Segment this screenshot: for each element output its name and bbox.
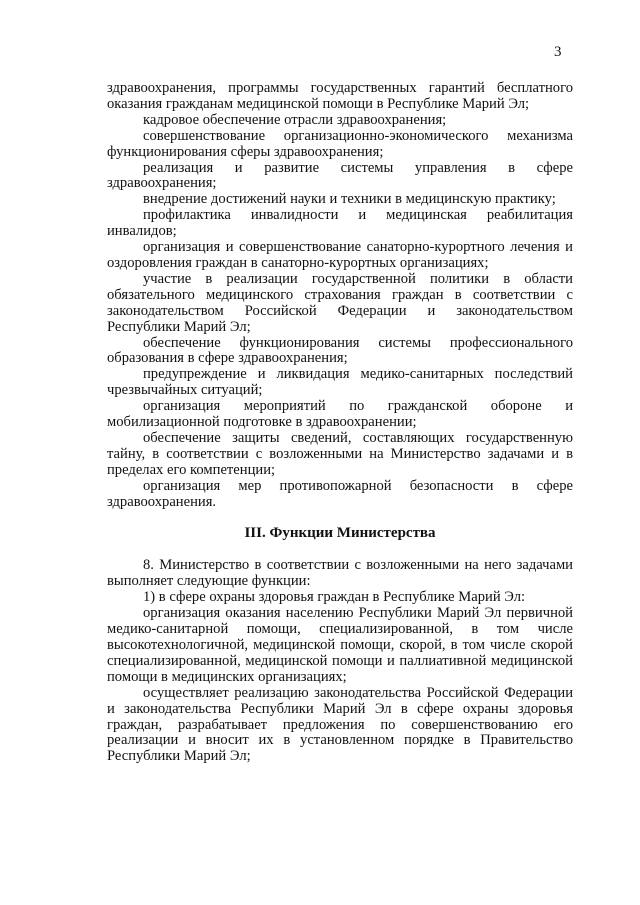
paragraph: осуществляет реализацию законодательства Российской Федерации и законодательства Республики Марий Эл в сфере охраны здоровья граждан, разрабатывает предложения по совершенствованию его реализации и вносит их в установленном порядке в Правительство Республики Марий Эл; xyxy=(107,684,573,765)
paragraph: организация мероприятий по гражданской обороне и мобилизационной подготовке в здравоохранении; xyxy=(107,398,573,431)
paragraph: внедрение достижений науки и техники в медицинскую практику; xyxy=(143,191,556,208)
paragraph: совершенствование организационно-экономического механизма функционирования сферы здравоохранения; xyxy=(107,127,573,160)
tasks-list xyxy=(107,81,573,510)
paragraph: здравоохранения, программы государственных гарантий бесплатного оказания гражданам медицинской помощи в Республике Марий Эл; xyxy=(107,80,573,112)
paragraph: 1) в сфере охраны здоровья граждан в Республике Марий Эл: xyxy=(143,589,526,606)
paragraph: обеспечение защиты сведений, составляющих государственную тайну, в соответствии с возложенными на Министерство задачами и в пределах его компетенции; xyxy=(107,429,573,478)
paragraph: организация и совершенствование санаторно-курортного лечения и оздоровления граждан в санаторно-курортных организациях; xyxy=(107,239,573,271)
paragraph: организация оказания населению Республики Марий Эл первичной медико-санитарной помощи, специализированной, в том числе высокотехнологичной, медицинской помощи, скорой, в том числе скорой специализированной, медицинской помощи и паллиативной медицинской помощи в медицинских организациях; xyxy=(107,605,573,685)
paragraph: профилактика инвалидности и медицинская реабилитация инвалидов; xyxy=(107,207,573,240)
paragraph: обеспечение функционирования системы профессионального образования в сфере здравоохранения; xyxy=(107,334,573,367)
functions-list xyxy=(107,558,573,765)
paragraph: 8. Министерство в соответствии с возложенными на него задачами выполняет следующие функции: xyxy=(107,557,573,590)
page-number: 3 xyxy=(554,44,562,60)
section-heading: III. Функции Министерства xyxy=(244,525,436,542)
paragraph: реализация и развитие системы управления в сфере здравоохранения; xyxy=(107,159,573,192)
document-body xyxy=(107,81,573,765)
paragraph: участие в реализации государственной политики в области обязательного медицинского страхования граждан в соответствии с законодательством Российской Федерации и законодательством Республики Марий Эл; xyxy=(107,270,573,335)
paragraph: кадровое обеспечение отрасли здравоохранения; xyxy=(143,111,447,128)
paragraph: организация мер противопожарной безопасности в сфере здравоохранения. xyxy=(107,477,573,510)
paragraph: предупреждение и ликвидация медико-санитарных последствий чрезвычайных ситуаций; xyxy=(107,366,573,399)
